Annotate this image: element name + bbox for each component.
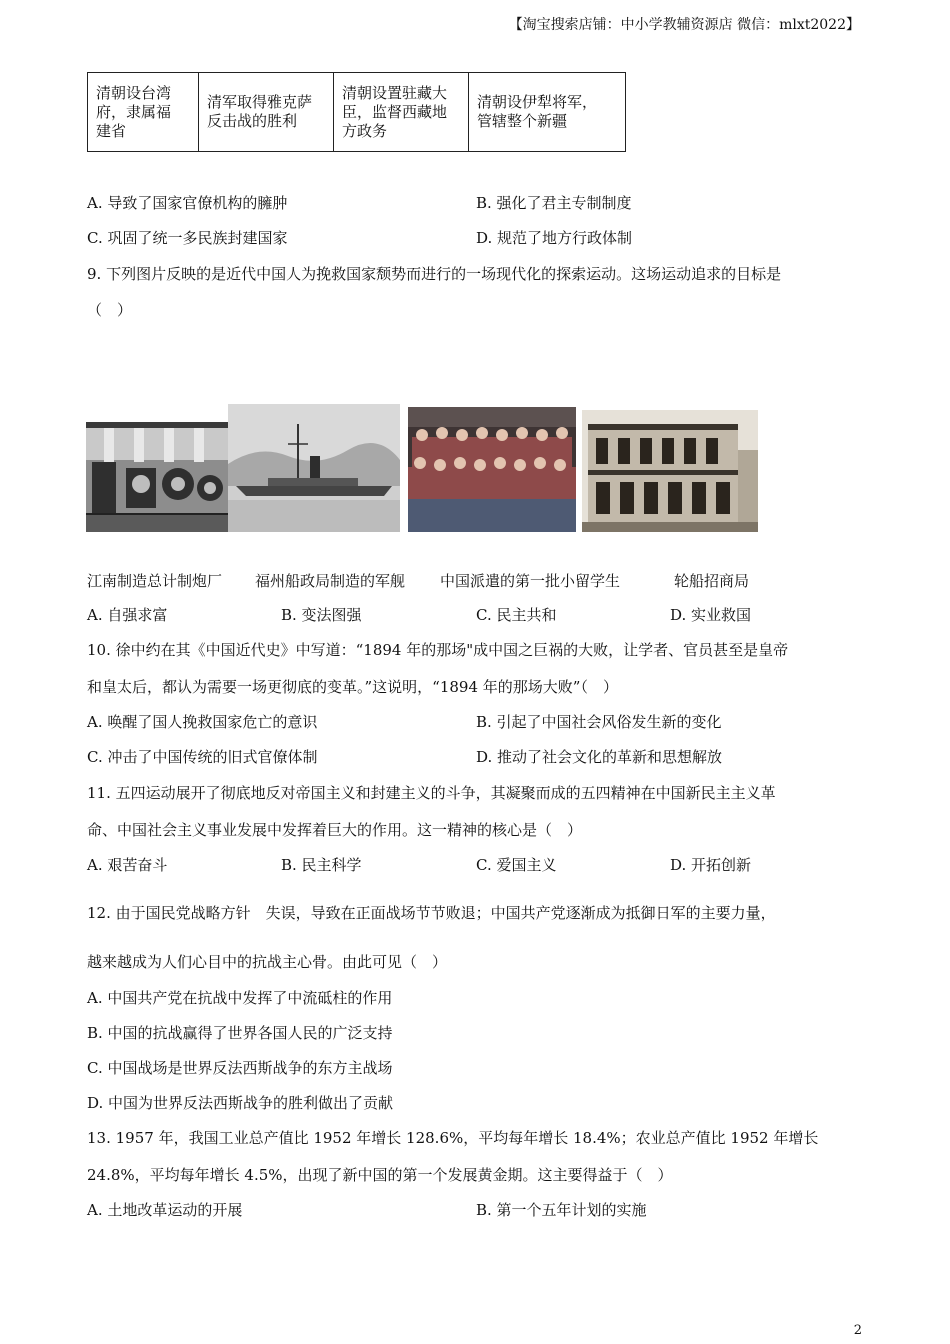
q11-option-d: D. 开拓创新 bbox=[670, 856, 752, 874]
q12-option-c: C. 中国战场是世界反法西斯战争的东方主战场 bbox=[87, 1059, 393, 1077]
q11-option-c: C. 爱国主义 bbox=[476, 856, 557, 874]
caption-students: 中国派遣的第一批小留学生 bbox=[440, 572, 621, 590]
table-cell: 清军取得雅克萨 反击战的胜利 bbox=[199, 73, 334, 152]
q8-option-a: A. 导致了国家官僚机构的臃肿 bbox=[87, 194, 288, 212]
table-cell: 清朝设台湾 府，隶属福 建省 bbox=[88, 73, 199, 152]
q11-option-b: B. 民主科学 bbox=[281, 856, 362, 874]
q10-option-d: D. 推动了社会文化的革新和思想解放 bbox=[476, 748, 723, 766]
page-number: 2 bbox=[853, 1323, 862, 1338]
q10-option-b: B. 引起了中国社会风俗发生新的变化 bbox=[476, 713, 722, 731]
q10-stem: 10. 徐中约在其《中国近代史》中写道：“1894 年的那场"成中国之巨祸的大败，让学者、官员甚至是皇帝 bbox=[87, 641, 789, 659]
q8-option-c: C. 巩固了统一多民族封建国家 bbox=[87, 229, 288, 247]
q12-option-a: A. 中国共产党在抗战中发挥了中流砥柱的作用 bbox=[87, 989, 393, 1007]
q8-option-b: B. 强化了君主专制制度 bbox=[476, 194, 632, 212]
q10-option-a: A. 唤醒了国人挽救国家危亡的意识 bbox=[87, 713, 318, 731]
arsenal-photo bbox=[86, 422, 228, 532]
q9-stem-bracket: （ ） bbox=[87, 301, 133, 319]
caption-arsenal: 江南制造总计制炮厂 bbox=[87, 572, 223, 590]
q13-option-a: A. 土地改革运动的开展 bbox=[87, 1201, 243, 1219]
q12-option-b: B. 中国的抗战赢得了世界各国人民的广泛支持 bbox=[87, 1024, 393, 1042]
q10-stem-cont: 和皇太后，都认为需要一场更彻底的变革。”这说明，“1894 年的那场大败”（ ） bbox=[87, 678, 618, 696]
facts-table bbox=[87, 72, 626, 152]
q9-option-a: A. 自强求富 bbox=[87, 606, 168, 624]
q11-stem-cont: 命、中国社会主义事业发展中发挥着巨大的作用。这一精神的核心是（ ） bbox=[87, 821, 583, 839]
q13-stem: 13. 1957 年，我国工业总产值比 1952 年增长 128.6%，平均每年增长 18.4%；农业总产值比 1952 年增长 bbox=[87, 1129, 819, 1147]
caption-warship: 福州船政局制造的军舰 bbox=[255, 572, 406, 590]
q12-option-d: D. 中国为世界反法西斯战争的胜利做出了贡献 bbox=[87, 1094, 394, 1112]
warship-photo bbox=[228, 404, 400, 532]
page-header: 【淘宝搜索店铺：中小学教辅资源店 微信：mlxt2022】 bbox=[508, 17, 860, 33]
q13-option-b: B. 第一个五年计划的实施 bbox=[476, 1201, 647, 1219]
q11-option-a: A. 艰苦奋斗 bbox=[87, 856, 168, 874]
q9-option-b: B. 变法图强 bbox=[281, 606, 362, 624]
q9-option-d: D. 实业救国 bbox=[670, 606, 752, 624]
caption-merchants: 轮船招商局 bbox=[674, 572, 750, 590]
q13-stem-cont: 24.8%，平均每年增长 4.5%，出现了新中国的第一个发展黄金期。这主要得益于（ ） bbox=[87, 1166, 673, 1184]
students-photo bbox=[408, 407, 576, 532]
q9-option-c: C. 民主共和 bbox=[476, 606, 557, 624]
q11-stem: 11. 五四运动展开了彻底地反对帝国主义和封建主义的斗争，其凝聚而成的五四精神在中国新民主主义革 bbox=[87, 784, 776, 802]
q9-stem: 9. 下列图片反映的是近代中国人为挽救国家颓势而进行的一场现代化的探索运动。这场运动追求的目标是 bbox=[87, 265, 782, 283]
q12-stem: 12. 由于国民党战略方针 失误，导致在正面战场节节败退；中国共产党逐渐成为抵御日军的主要力量， bbox=[87, 904, 776, 922]
q8-option-d: D. 规范了地方行政体制 bbox=[476, 229, 633, 247]
q10-option-c: C. 冲击了中国传统的旧式官僚体制 bbox=[87, 748, 318, 766]
table-cell: 清朝设置驻藏大 臣，监督西藏地 方政务 bbox=[334, 73, 469, 152]
building-photo bbox=[582, 410, 758, 532]
table-cell: 清朝设伊犁将军， 管辖整个新疆 bbox=[469, 73, 626, 152]
q12-stem-cont: 越来越成为人们心目中的抗战主心骨。由此可见（ ） bbox=[87, 953, 448, 971]
